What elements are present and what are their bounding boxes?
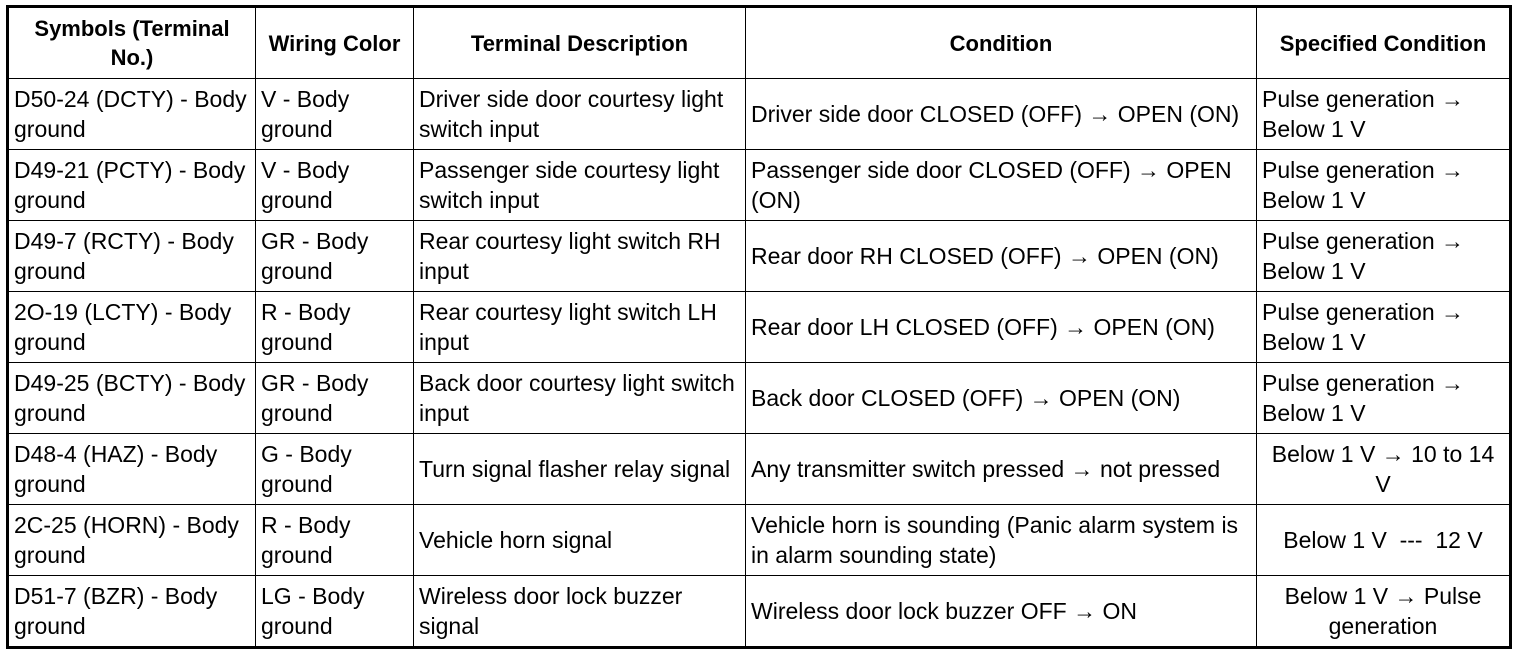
terminal-inspection-table	[6, 5, 1512, 649]
cell-symbols: 2C-25 (HORN) - Body ground	[8, 505, 256, 576]
cell-symbols: D49-25 (BCTY) - Body ground	[8, 363, 256, 434]
cell-terminal-description: Rear courtesy light switch LH input	[414, 292, 746, 363]
cell-symbols: D51-7 (BZR) - Body ground	[8, 576, 256, 648]
cell-specified-condition: Pulse generation → Below 1 V	[1257, 221, 1511, 292]
cell-condition: Vehicle horn is sounding (Panic alarm system is in alarm sounding state)	[746, 505, 1257, 576]
header-specified-condition: Specified Condition	[1257, 7, 1511, 79]
cell-wiring-color: V - Body ground	[256, 79, 414, 150]
cell-specified-condition: Below 1 V → Pulse generation	[1257, 576, 1511, 648]
cell-condition: Driver side door CLOSED (OFF) → OPEN (ON)	[746, 79, 1257, 150]
table-row	[8, 79, 1511, 150]
cell-terminal-description: Wireless door lock buzzer signal	[414, 576, 746, 648]
cell-specified-condition: Pulse generation → Below 1 V	[1257, 150, 1511, 221]
cell-symbols: D49-7 (RCTY) - Body ground	[8, 221, 256, 292]
cell-condition: Back door CLOSED (OFF) → OPEN (ON)	[746, 363, 1257, 434]
cell-condition: Rear door LH CLOSED (OFF) → OPEN (ON)	[746, 292, 1257, 363]
cell-condition: Rear door RH CLOSED (OFF) → OPEN (ON)	[746, 221, 1257, 292]
cell-symbols: 2O-19 (LCTY) - Body ground	[8, 292, 256, 363]
cell-condition: Wireless door lock buzzer OFF → ON	[746, 576, 1257, 648]
cell-specified-condition: Pulse generation → Below 1 V	[1257, 292, 1511, 363]
cell-terminal-description: Driver side door courtesy light switch input	[414, 79, 746, 150]
cell-wiring-color: LG - Body ground	[256, 576, 414, 648]
table-row	[8, 505, 1511, 576]
cell-wiring-color: G - Body ground	[256, 434, 414, 505]
cell-wiring-color: GR - Body ground	[256, 363, 414, 434]
cell-wiring-color: R - Body ground	[256, 292, 414, 363]
cell-specified-condition: Below 1 V → 10 to 14 V	[1257, 434, 1511, 505]
header-wiring-color: Wiring Color	[256, 7, 414, 79]
cell-terminal-description: Passenger side courtesy light switch input	[414, 150, 746, 221]
table-row	[8, 576, 1511, 648]
cell-specified-condition: Pulse generation → Below 1 V	[1257, 79, 1511, 150]
table-row	[8, 363, 1511, 434]
cell-wiring-color: V - Body ground	[256, 150, 414, 221]
table-row	[8, 150, 1511, 221]
table-row	[8, 221, 1511, 292]
cell-wiring-color: GR - Body ground	[256, 221, 414, 292]
cell-symbols: D49-21 (PCTY) - Body ground	[8, 150, 256, 221]
cell-condition: Any transmitter switch pressed → not pressed	[746, 434, 1257, 505]
cell-terminal-description: Turn signal flasher relay signal	[414, 434, 746, 505]
header-condition: Condition	[746, 7, 1257, 79]
table-header-row	[8, 7, 1511, 79]
cell-terminal-description: Vehicle horn signal	[414, 505, 746, 576]
table-row	[8, 292, 1511, 363]
cell-specified-condition: Below 1 V --- 12 V	[1257, 505, 1511, 576]
cell-terminal-description: Rear courtesy light switch RH input	[414, 221, 746, 292]
cell-symbols: D48-4 (HAZ) - Body ground	[8, 434, 256, 505]
cell-symbols: D50-24 (DCTY) - Body ground	[8, 79, 256, 150]
table-row	[8, 434, 1511, 505]
cell-wiring-color: R - Body ground	[256, 505, 414, 576]
cell-specified-condition: Pulse generation → Below 1 V	[1257, 363, 1511, 434]
cell-terminal-description: Back door courtesy light switch input	[414, 363, 746, 434]
terminal-table-container	[6, 5, 1512, 649]
cell-condition: Passenger side door CLOSED (OFF) → OPEN (ON)	[746, 150, 1257, 221]
header-terminal-description: Terminal Description	[414, 7, 746, 79]
header-symbols: Symbols (Terminal No.)	[8, 7, 256, 79]
